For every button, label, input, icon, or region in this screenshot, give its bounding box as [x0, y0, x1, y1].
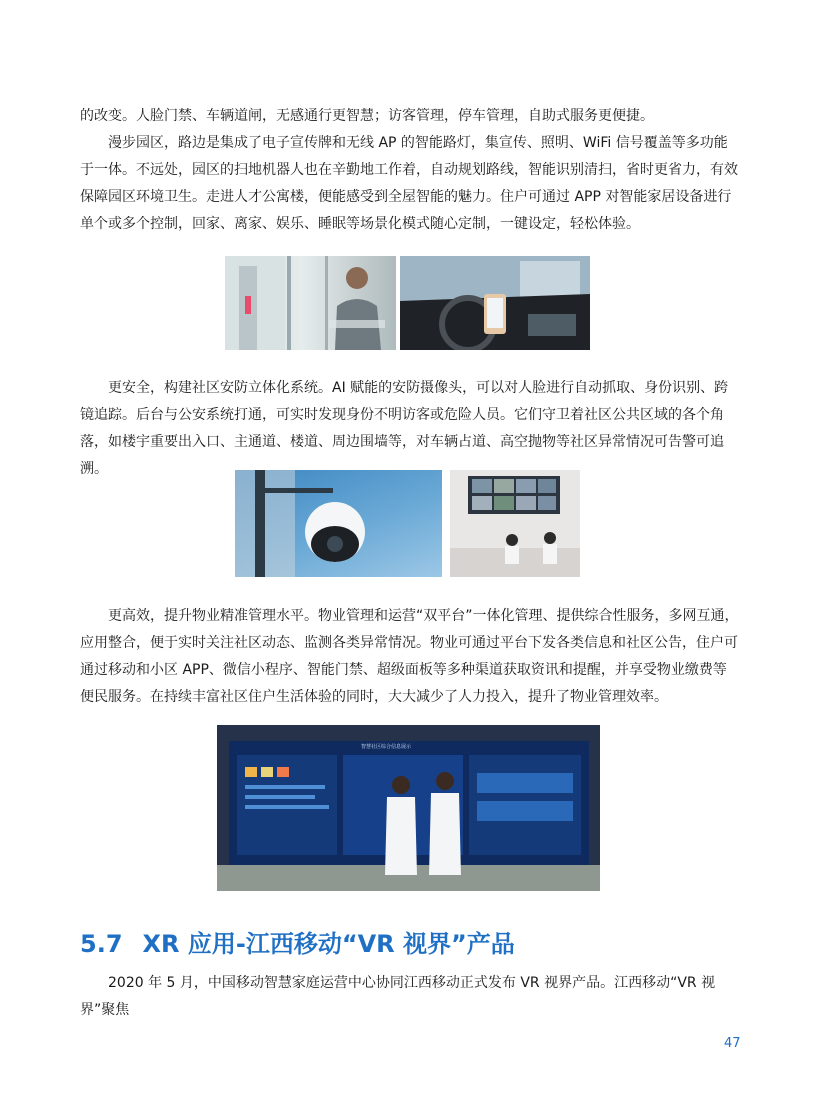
paragraph-3: 更安全，构建社区安防立体化系统。AI 赋能的安防摄像头，可以对人脸进行自动抓取、身份识别、跨镜追踪。后台与公安系统打通，可实时发现身份不明访客或危险人员。它们守卫着社区公共区域的各个角落，如楼宇重要出入口、主通道、楼道、周边围墙等，对车辆占道、高空抛物等社区异常情况可告警可追溯。 [80, 380, 729, 477]
section-number: 5.7 [80, 930, 123, 958]
photo-security-camera [235, 470, 442, 577]
section-heading [80, 924, 515, 959]
paragraph-5: 2020 年 5 月，中国移动智慧家庭运营中心协同江西移动正式发布 VR 视界产品。江西移动“VR 视界”聚焦 [80, 975, 716, 1018]
photo-dashboard-screen [217, 725, 600, 891]
dashboard-screen-title: 智慧社区综合信息展示 [361, 744, 412, 750]
paragraph-2: 漫步园区，路边是集成了电子宣传牌和无线 AP 的智能路灯，集宣传、照明、WiFi 信号覆盖等多功能于一体。不远处，园区的扫地机器人也在辛勤地工作着，自动规划路线，智能识别清扫，省时更省力，有效保障园区环境卫生。走进人才公寓楼，便能感受到全屋智能的魅力。住户可通过 APP 对智能家居设备进行单个或多个控制，回家、离家、娱乐、睡眠等场景化模式随心定制，一键设定，轻松体验。 [80, 135, 738, 232]
page-number: 47 [724, 1036, 741, 1051]
photo-car-app [400, 256, 590, 350]
paragraph-1: 的改变。人脸门禁、车辆道闸，无感通行更智慧；访客管理，停车管理，自助式服务更便捷。 [80, 108, 654, 124]
section-title: XR 应用-江西移动“VR 视界”产品 [142, 930, 515, 958]
photo-monitoring-room [450, 470, 580, 577]
photo-face-recognition [225, 256, 396, 350]
paragraph-4: 更高效，提升物业精准管理水平。物业管理和运营“双平台”一体化管理、提供综合性服务，多网互通，应用整合，便于实时关注社区动态、监测各类异常情况。物业可通过平台下发各类信息和社区公告，住户可通过移动和小区 APP、微信小程序、智能门禁、超级面板等多种渠道获取资讯和提醒，并享受物业缴费等便民服务。在持续丰富社区住户生活体验的同时，大大减少了人力投入，提升了物业管理效率。 [80, 608, 739, 705]
